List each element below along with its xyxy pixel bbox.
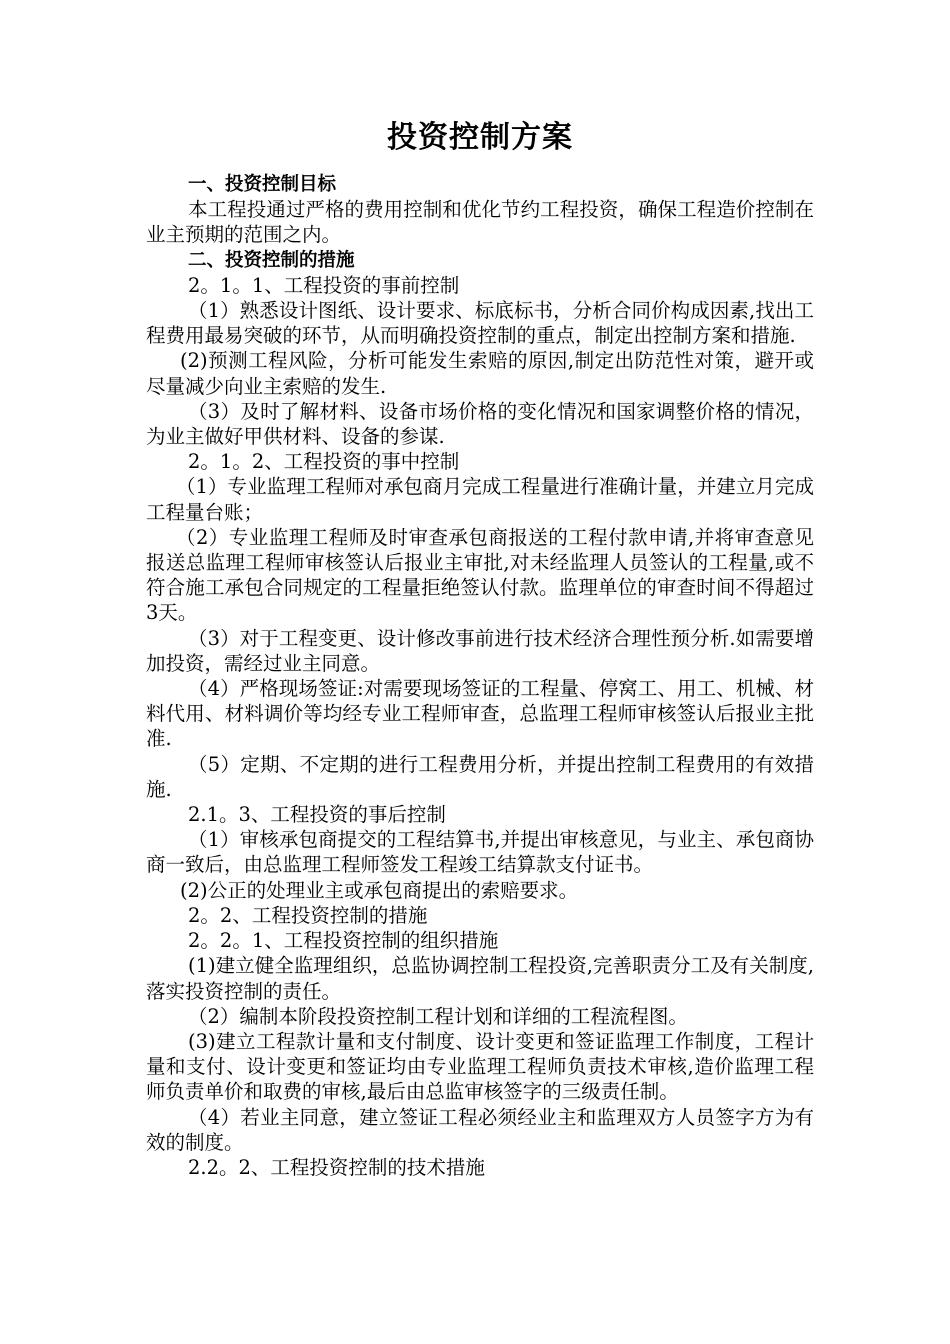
paragraph: (3)建立工程款计量和支付制度、设计变更和签证监理工作制度，工程计量和支付、设计变更和签证均由专业监理工程师负责技术审核,造价监理工程师负责单价和取费的审核,最后由总监审核签字的三级责任制。 <box>146 1029 814 1104</box>
section-heading: 一、投资控制目标 <box>188 174 337 195</box>
paragraph: （3）对于工程变更、设计修改事前进行技术经济合理性预分析.如需要增加投资，需经过业主同意。 <box>146 626 814 675</box>
paragraph: （2）专业监理工程师及时审查承包商报送的工程付款申请,并将审查意见报送总监理工程师审核签认后报业主审批,对未经监理人员签认的工程量,或不符合施工承包合同规定的工程量拒绝签认付款。监理单位的审查时间不得超过3天。 <box>146 525 814 625</box>
document-body <box>146 172 814 1180</box>
section-heading: 二、投资控制的措施 <box>188 249 355 271</box>
paragraph: (1)建立健全监理组织，总监协调控制工程投资,完善职责分工及有关制度,落实投资控制的责任。 <box>146 954 814 1003</box>
paragraph: (2)公正的处理业主或承包商提出的索赔要求。 <box>180 878 579 902</box>
paragraph: 2.2。2、工程投资控制的技术措施 <box>188 1155 485 1179</box>
paragraph: （1）审核承包商提交的工程结算书,并提出审核意见，与业主、承包商协商一致后，由总监理工程师签发工程竣工结算款支付证书。 <box>146 828 814 877</box>
paragraph: 2。2、工程投资控制的措施 <box>188 903 428 927</box>
document-page <box>146 118 814 1180</box>
paragraph: （4）若业主同意，建立签证工程必须经业主和监理双方人员签字方为有效的制度。 <box>146 1105 814 1154</box>
paragraph: 2。1。2、工程投资的事中控制 <box>188 450 460 474</box>
paragraph: 本工程投通过严格的费用控制和优化节约工程投资，确保工程造价控制在业主预期的范围之内。 <box>146 198 814 247</box>
paragraph: （4）严格现场签证:对需要现场签证的工程量、停窝工、用工、机械、材料代用、材料调价等均经专业工程师审查，总监理工程师审核签认后报业主批准. <box>146 677 814 751</box>
paragraph: （2）编制本阶段投资控制工程计划和详细的工程流程图。 <box>188 1004 688 1028</box>
paragraph: 2。2。1、工程投资控制的组织措施 <box>188 929 499 953</box>
paragraph: （3）及时了解材料、设备市场价格的变化情况和国家调整价格的情况，为业主做好甲供材料、设备的参谋. <box>146 399 814 449</box>
paragraph: 2。1。1、工程投资的事前控制 <box>188 273 460 297</box>
paragraph: （1）专业监理工程师对承包商月完成工程量进行准确计量，并建立月完成工程量台账； <box>146 475 814 524</box>
document-title: 投资控制方案 <box>387 120 573 155</box>
paragraph: （5）定期、不定期的进行工程费用分析，并提出控制工程费用的有效措施. <box>146 752 814 801</box>
paragraph: (2)预测工程风险，分析可能发生索赔的原因,制定出防范性对策，避开或尽量减少向业主索赔的发生. <box>146 349 814 398</box>
paragraph: （1）熟悉设计图纸、设计要求、标底标书，分析合同价构成因素,找出工程费用最易突破的环节，从而明确投资控制的重点，制定出控制方案和措施. <box>146 299 814 348</box>
paragraph: 2.1。3、工程投资的事后控制 <box>188 803 446 827</box>
